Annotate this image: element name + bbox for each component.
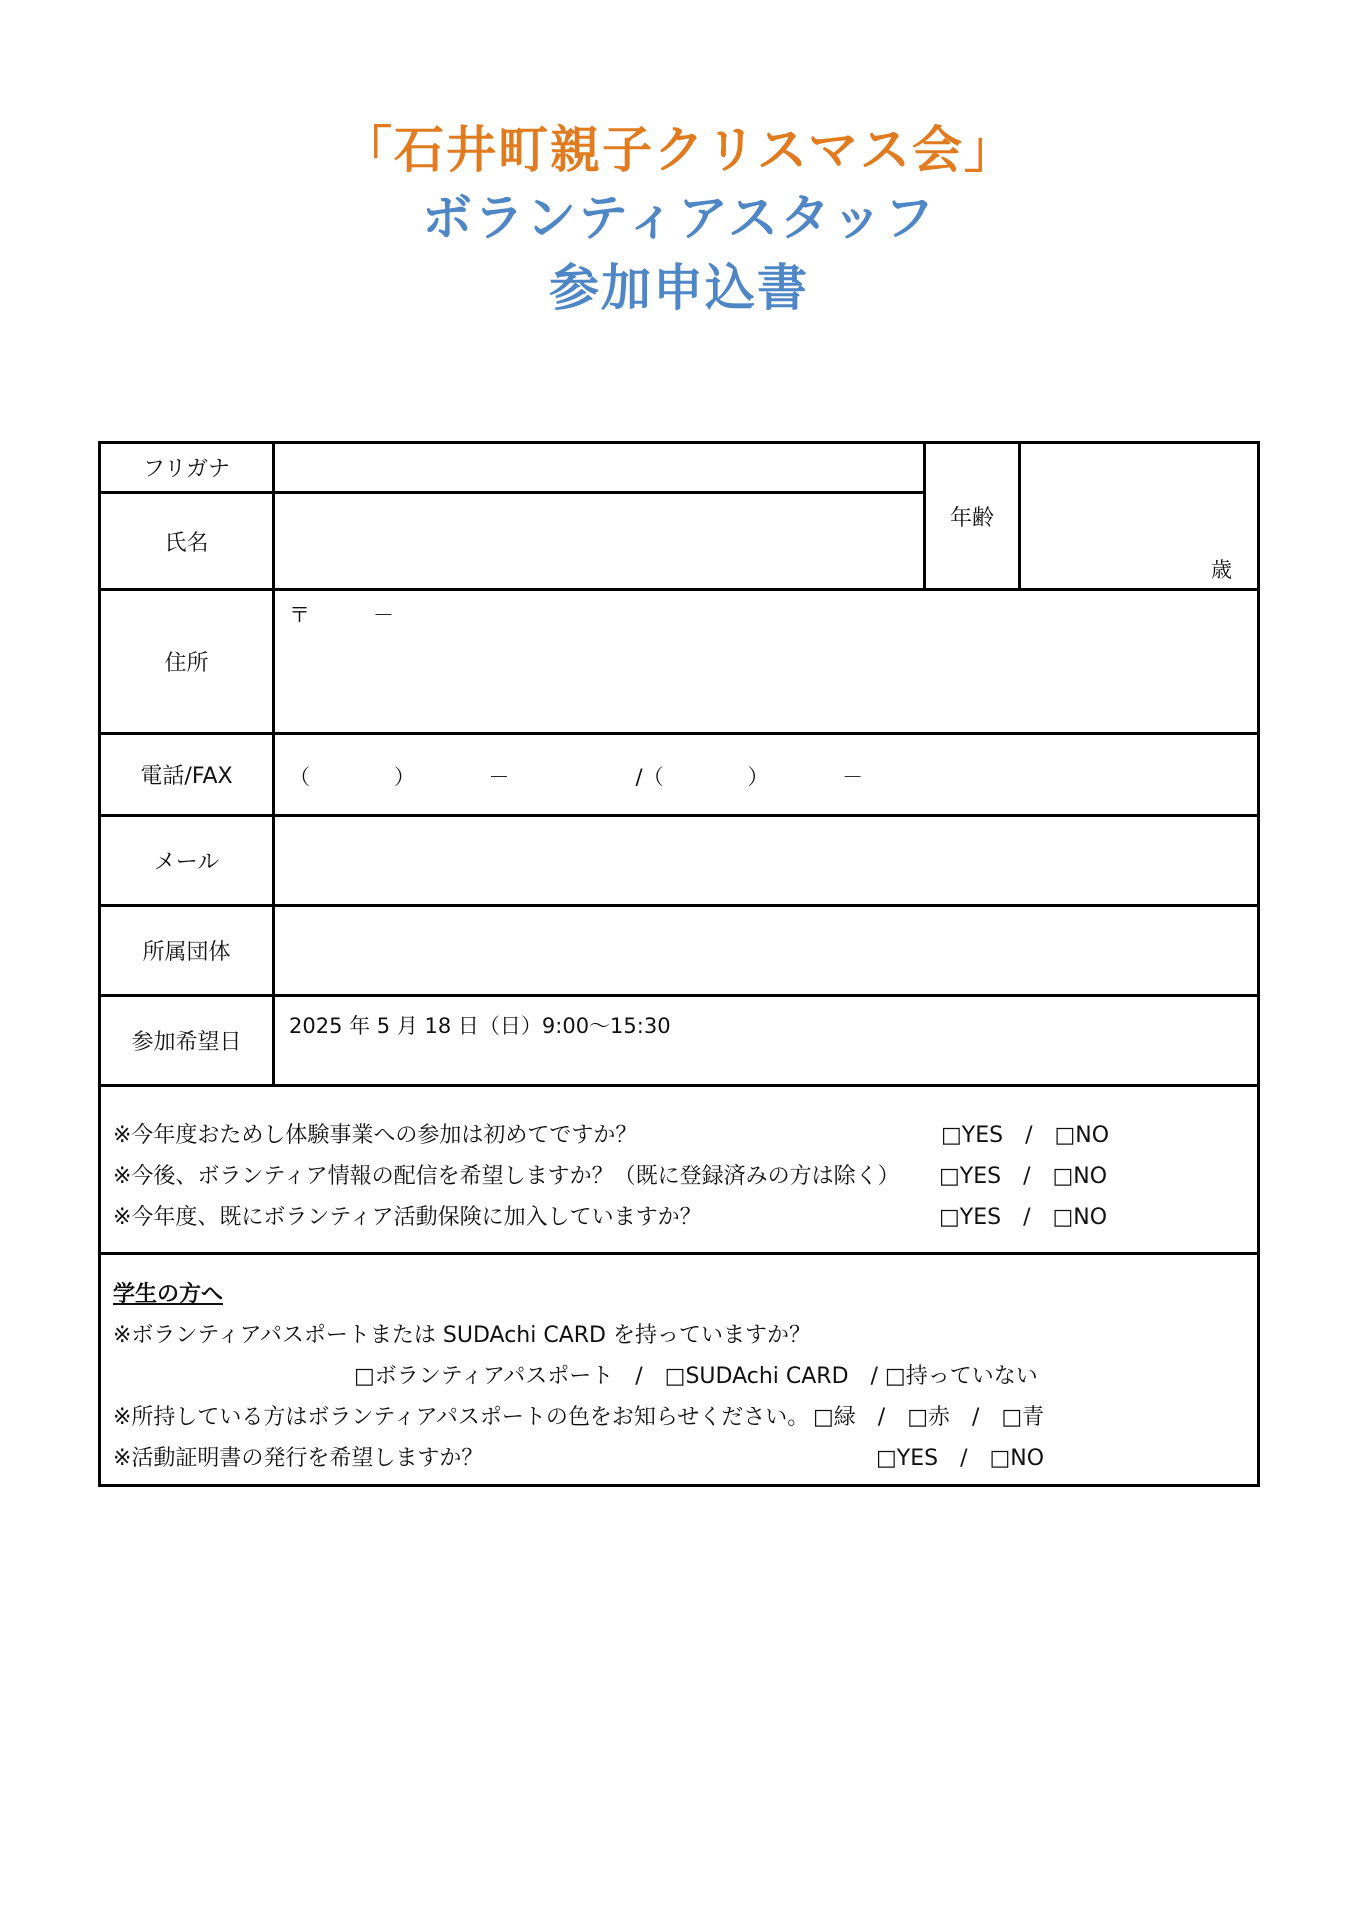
address-label: 住所 — [164, 651, 209, 676]
date-value: 2025 年 5 月 18 日（日）9:00～15:30 — [289, 1014, 671, 1038]
name-field[interactable] — [275, 494, 921, 588]
answer-first-time[interactable]: □YES / □NO — [941, 1123, 1110, 1148]
question-certificate: ※活動証明書の発行を希望しますか？ — [113, 1446, 484, 1471]
answer-newsletter[interactable]: □YES / □NO — [939, 1164, 1108, 1189]
question-passport: ※ボランティアパスポートまたは SUDAchi CARD を持っていますか？ — [113, 1323, 811, 1348]
furigana-field[interactable] — [275, 444, 921, 491]
answer-certificate[interactable]: □YES / □NO — [876, 1446, 1045, 1471]
group-field[interactable] — [275, 907, 1255, 994]
phone-field[interactable]: （ ） － /（ ） － — [289, 765, 864, 789]
event-title: 「石井町親子クリスマス会」 — [342, 121, 1016, 179]
form-heading: 参加申込書 — [549, 259, 809, 317]
question-passport-color: ※所持している方はボランティアパスポートの色をお知らせください。 — [113, 1405, 810, 1430]
answer-passport[interactable]: □ボランティアパスポート / □SUDAchi CARD / □持っていない — [354, 1364, 1038, 1389]
mail-field[interactable] — [275, 817, 1255, 904]
age-label: 年齢 — [949, 505, 994, 531]
date-label: 参加希望日 — [131, 1030, 242, 1055]
question-first-time: ※今年度おためし体験事業への参加は初めてですか？ — [113, 1123, 638, 1148]
application-form — [98, 441, 1260, 1487]
address-field[interactable]: 〒 － — [289, 603, 394, 627]
answer-insurance[interactable]: □YES / □NO — [939, 1205, 1108, 1230]
students-heading: 学生の方へ — [113, 1282, 224, 1307]
form-subtitle: ボランティアスタッフ — [422, 189, 936, 247]
question-insurance: ※今年度、既にボランティア活動保険に加入していますか？ — [113, 1205, 702, 1230]
answer-passport-color[interactable]: □緑 / □赤 / □青 — [813, 1405, 1045, 1430]
divider — [101, 1084, 1257, 1087]
phone-label: 電話/FAX — [140, 764, 233, 789]
divider — [101, 1252, 1257, 1255]
name-label: 氏名 — [164, 530, 209, 556]
furigana-label: フリガナ — [143, 457, 230, 482]
mail-label: メール — [153, 850, 220, 875]
age-unit: 歳 — [1211, 558, 1232, 582]
group-label: 所属団体 — [142, 940, 231, 965]
question-newsletter: ※今後、ボランティア情報の配信を希望しますか？（既に登録済みの方は除く） — [113, 1164, 900, 1189]
